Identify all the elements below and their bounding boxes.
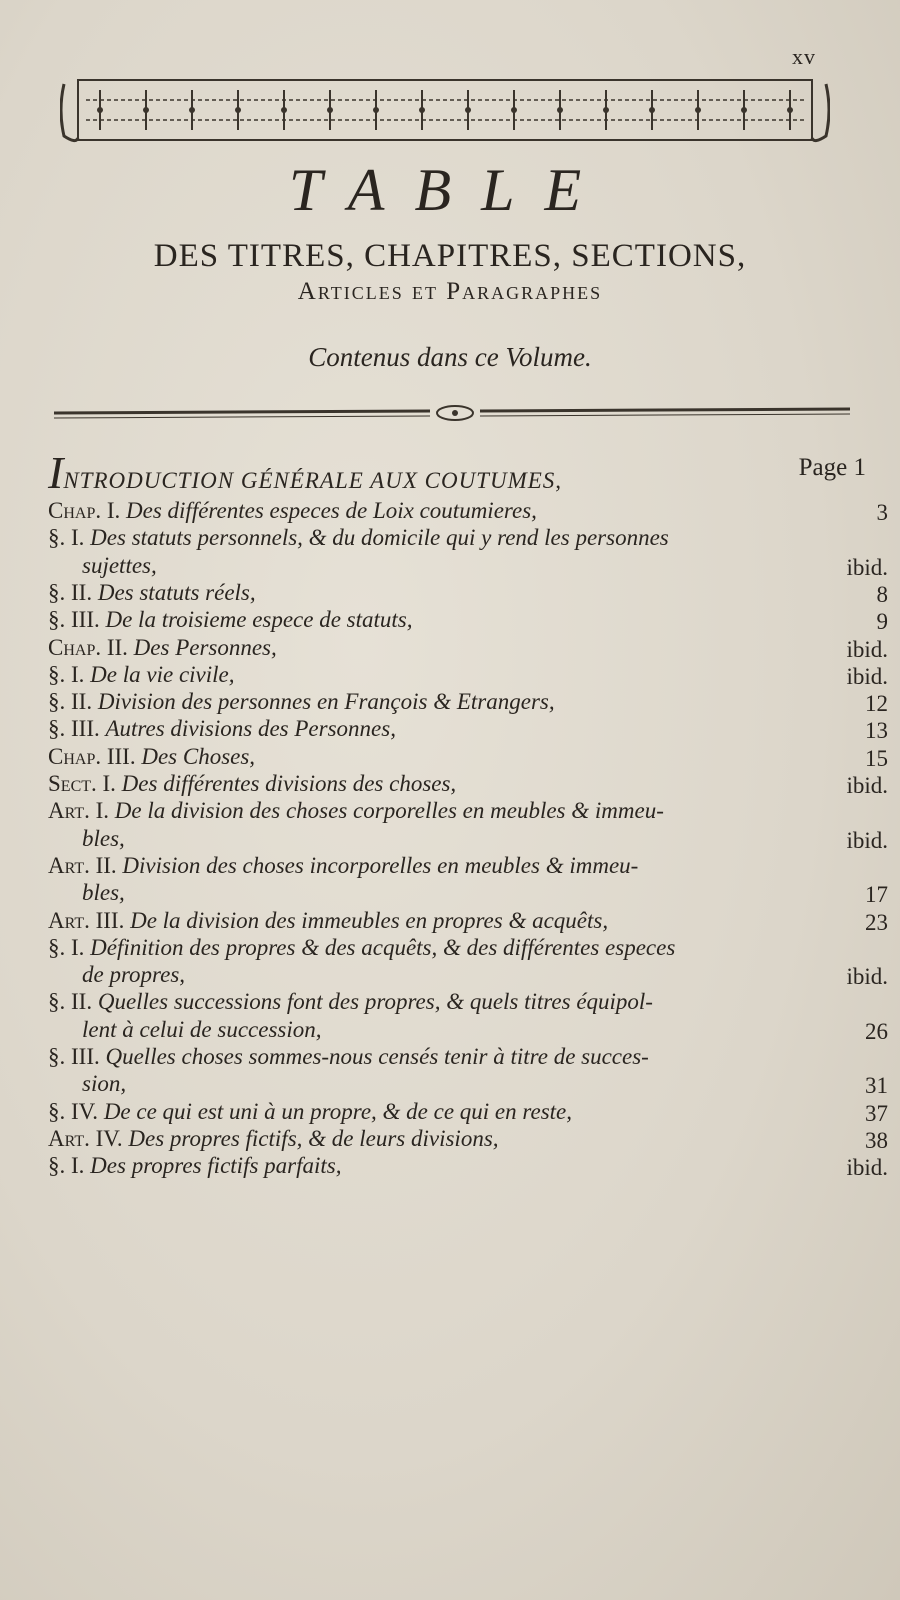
toc-entry: [48, 935, 675, 961]
toc-entry-text: Division des personnes en François & Etrangers,: [97, 689, 555, 715]
toc-entry: [48, 525, 669, 551]
toc-entry-page: 12: [865, 691, 888, 717]
toc-entry-label: Art. I.: [48, 798, 110, 824]
toc-entry-text: bles,: [82, 880, 125, 906]
toc-entry: [82, 1071, 126, 1097]
toc-entry-label: §. II.: [48, 989, 93, 1015]
toc-entry-text: De la division des immeubles en propres & acquêts,: [130, 907, 609, 933]
toc-entry-page: 15: [865, 745, 888, 771]
toc-entry: [48, 744, 255, 770]
toc-entry-label: §. II.: [48, 689, 93, 715]
toc-entry-page: ibid.: [846, 663, 888, 689]
toc-entry-text: Définition des propres & des acquêts, & des différentes especes: [90, 934, 676, 960]
toc-entry: [48, 1044, 649, 1070]
toc-entry: [48, 798, 664, 824]
toc-entry-label: §. I.: [48, 525, 85, 551]
toc-entry-text: lent à celui de succession,: [82, 1016, 322, 1042]
toc-entry-text: de propres,: [82, 962, 186, 988]
toc-entry-page: ibid.: [846, 1155, 888, 1181]
toc-entry-page: 13: [865, 718, 888, 744]
page-title: TABLE: [288, 157, 612, 223]
toc-entry: [48, 716, 396, 742]
toc-entry-page: 26: [865, 1018, 888, 1044]
toc-entry: [48, 771, 456, 797]
toc-entry: [48, 1099, 572, 1125]
toc-entry-label: §. III.: [48, 716, 100, 742]
toc-entry-label: Chap. I.: [48, 498, 121, 523]
ornamental-rule-icon: [50, 403, 855, 427]
toc-entry: [48, 607, 413, 633]
toc-entry: [82, 1017, 322, 1043]
toc-entry: [82, 880, 125, 906]
toc-entry-text: Des Personnes,: [133, 634, 277, 660]
toc-entry-text: Des propres fictifs parfaits,: [90, 1153, 342, 1179]
toc-entry-page: ibid.: [846, 964, 888, 990]
toc-entry-label: §. I.: [48, 1153, 85, 1179]
toc-entry-label: §. III.: [48, 1044, 100, 1069]
toc-entry: [82, 962, 185, 988]
toc-entry: [48, 662, 234, 688]
subtitle-line-1: DES TITRES, CHAPITRES, SECTIONS,: [153, 238, 747, 274]
toc-entry-page: ibid.: [846, 554, 888, 580]
toc-entry-text: De la troisieme espece de statuts,: [105, 607, 413, 633]
intro-page: Page 1: [798, 454, 866, 481]
toc-entry-page: ibid.: [846, 636, 888, 662]
toc-entry-page: 8: [876, 581, 888, 607]
subtitle-line-2: Articles et Paragraphes: [297, 278, 603, 305]
toc-entry: [48, 908, 608, 934]
toc-entry-label: §. III.: [48, 607, 100, 633]
toc-entry-text: Quelles successions font des propres, & quels titres équipol-: [97, 989, 653, 1015]
toc-entry-text: sujettes,: [82, 552, 157, 578]
toc-entry: [48, 635, 277, 661]
toc-entry-page: 9: [876, 609, 888, 635]
toc-entry-page: 17: [865, 882, 888, 908]
toc-intro-line: [48, 447, 563, 498]
toc-entry-label: §. I.: [48, 661, 85, 687]
intro-title: NTRODUCTION GÉNÉRALE AUX COUTUMES,: [63, 468, 563, 493]
subtitle-line-3: Contenus dans ce Volume.: [308, 342, 592, 372]
toc-entry-text: De la vie civile,: [90, 661, 235, 687]
toc-entry-label: §. II.: [48, 579, 93, 605]
toc-entry-text: Quelles choses sommes-nous censés tenir à titre de succes-: [105, 1044, 649, 1069]
toc-entry-text: sion,: [82, 1071, 127, 1097]
page-folio: xv: [792, 44, 816, 69]
toc-entry-label: Sect. I.: [48, 771, 116, 796]
toc-entry: [48, 689, 555, 715]
toc-entry-label: Art. IV.: [48, 1125, 123, 1151]
toc-entry-text: Autres divisions des Personnes,: [105, 716, 396, 742]
toc-entry-page: ibid.: [846, 827, 888, 853]
toc-entry-page: ibid.: [846, 773, 888, 798]
toc-entry: [48, 498, 537, 524]
toc-entry: [48, 1126, 499, 1152]
toc-entry: [82, 826, 125, 852]
toc-entry-text: De ce qui est uni à un propre, & de ce qui en reste,: [103, 1098, 572, 1124]
toc-entry-page: 23: [865, 909, 888, 935]
toc-entry-page: 3: [876, 500, 888, 525]
toc-entry-text: De la division des choses corporelles en meubles & immeu-: [114, 798, 664, 824]
toc-entry: [48, 1153, 341, 1179]
toc-entry: [48, 853, 638, 879]
toc-entry-text: Des différentes divisions des choses,: [121, 771, 457, 796]
toc-entry-text: Des Choses,: [141, 743, 256, 769]
toc-entry-page: 38: [865, 1127, 888, 1153]
toc-entry-label: Chap. III.: [48, 743, 136, 769]
toc-entry-page: 37: [865, 1100, 888, 1126]
drop-cap: I: [48, 447, 64, 498]
toc-entry-label: Art. III.: [48, 907, 125, 933]
toc-entry-label: §. IV.: [48, 1098, 99, 1124]
toc-entry-label: §. I.: [48, 934, 85, 960]
toc-entry-text: bles,: [82, 825, 125, 851]
toc-entry-text: Des statuts personnels, & du domicile qui y rend les personnes: [90, 525, 669, 551]
ornamental-border-icon: [60, 74, 830, 146]
toc-entry: [82, 553, 157, 579]
toc-entry-label: Art. II.: [48, 852, 117, 878]
toc-entry-text: Des différentes especes de Loix coutumieres,: [126, 498, 537, 523]
toc-entry-text: Des statuts réels,: [97, 579, 256, 605]
toc-entry: [48, 989, 653, 1015]
toc-entry: [48, 580, 256, 606]
toc-entry-text: Division des choses incorporelles en meubles & immeu-: [122, 852, 639, 878]
toc-entry-page: 31: [865, 1073, 888, 1099]
toc-entry-label: Chap. II.: [48, 634, 128, 660]
toc-entry-text: Des propres fictifs, & de leurs divisions,: [128, 1125, 499, 1151]
